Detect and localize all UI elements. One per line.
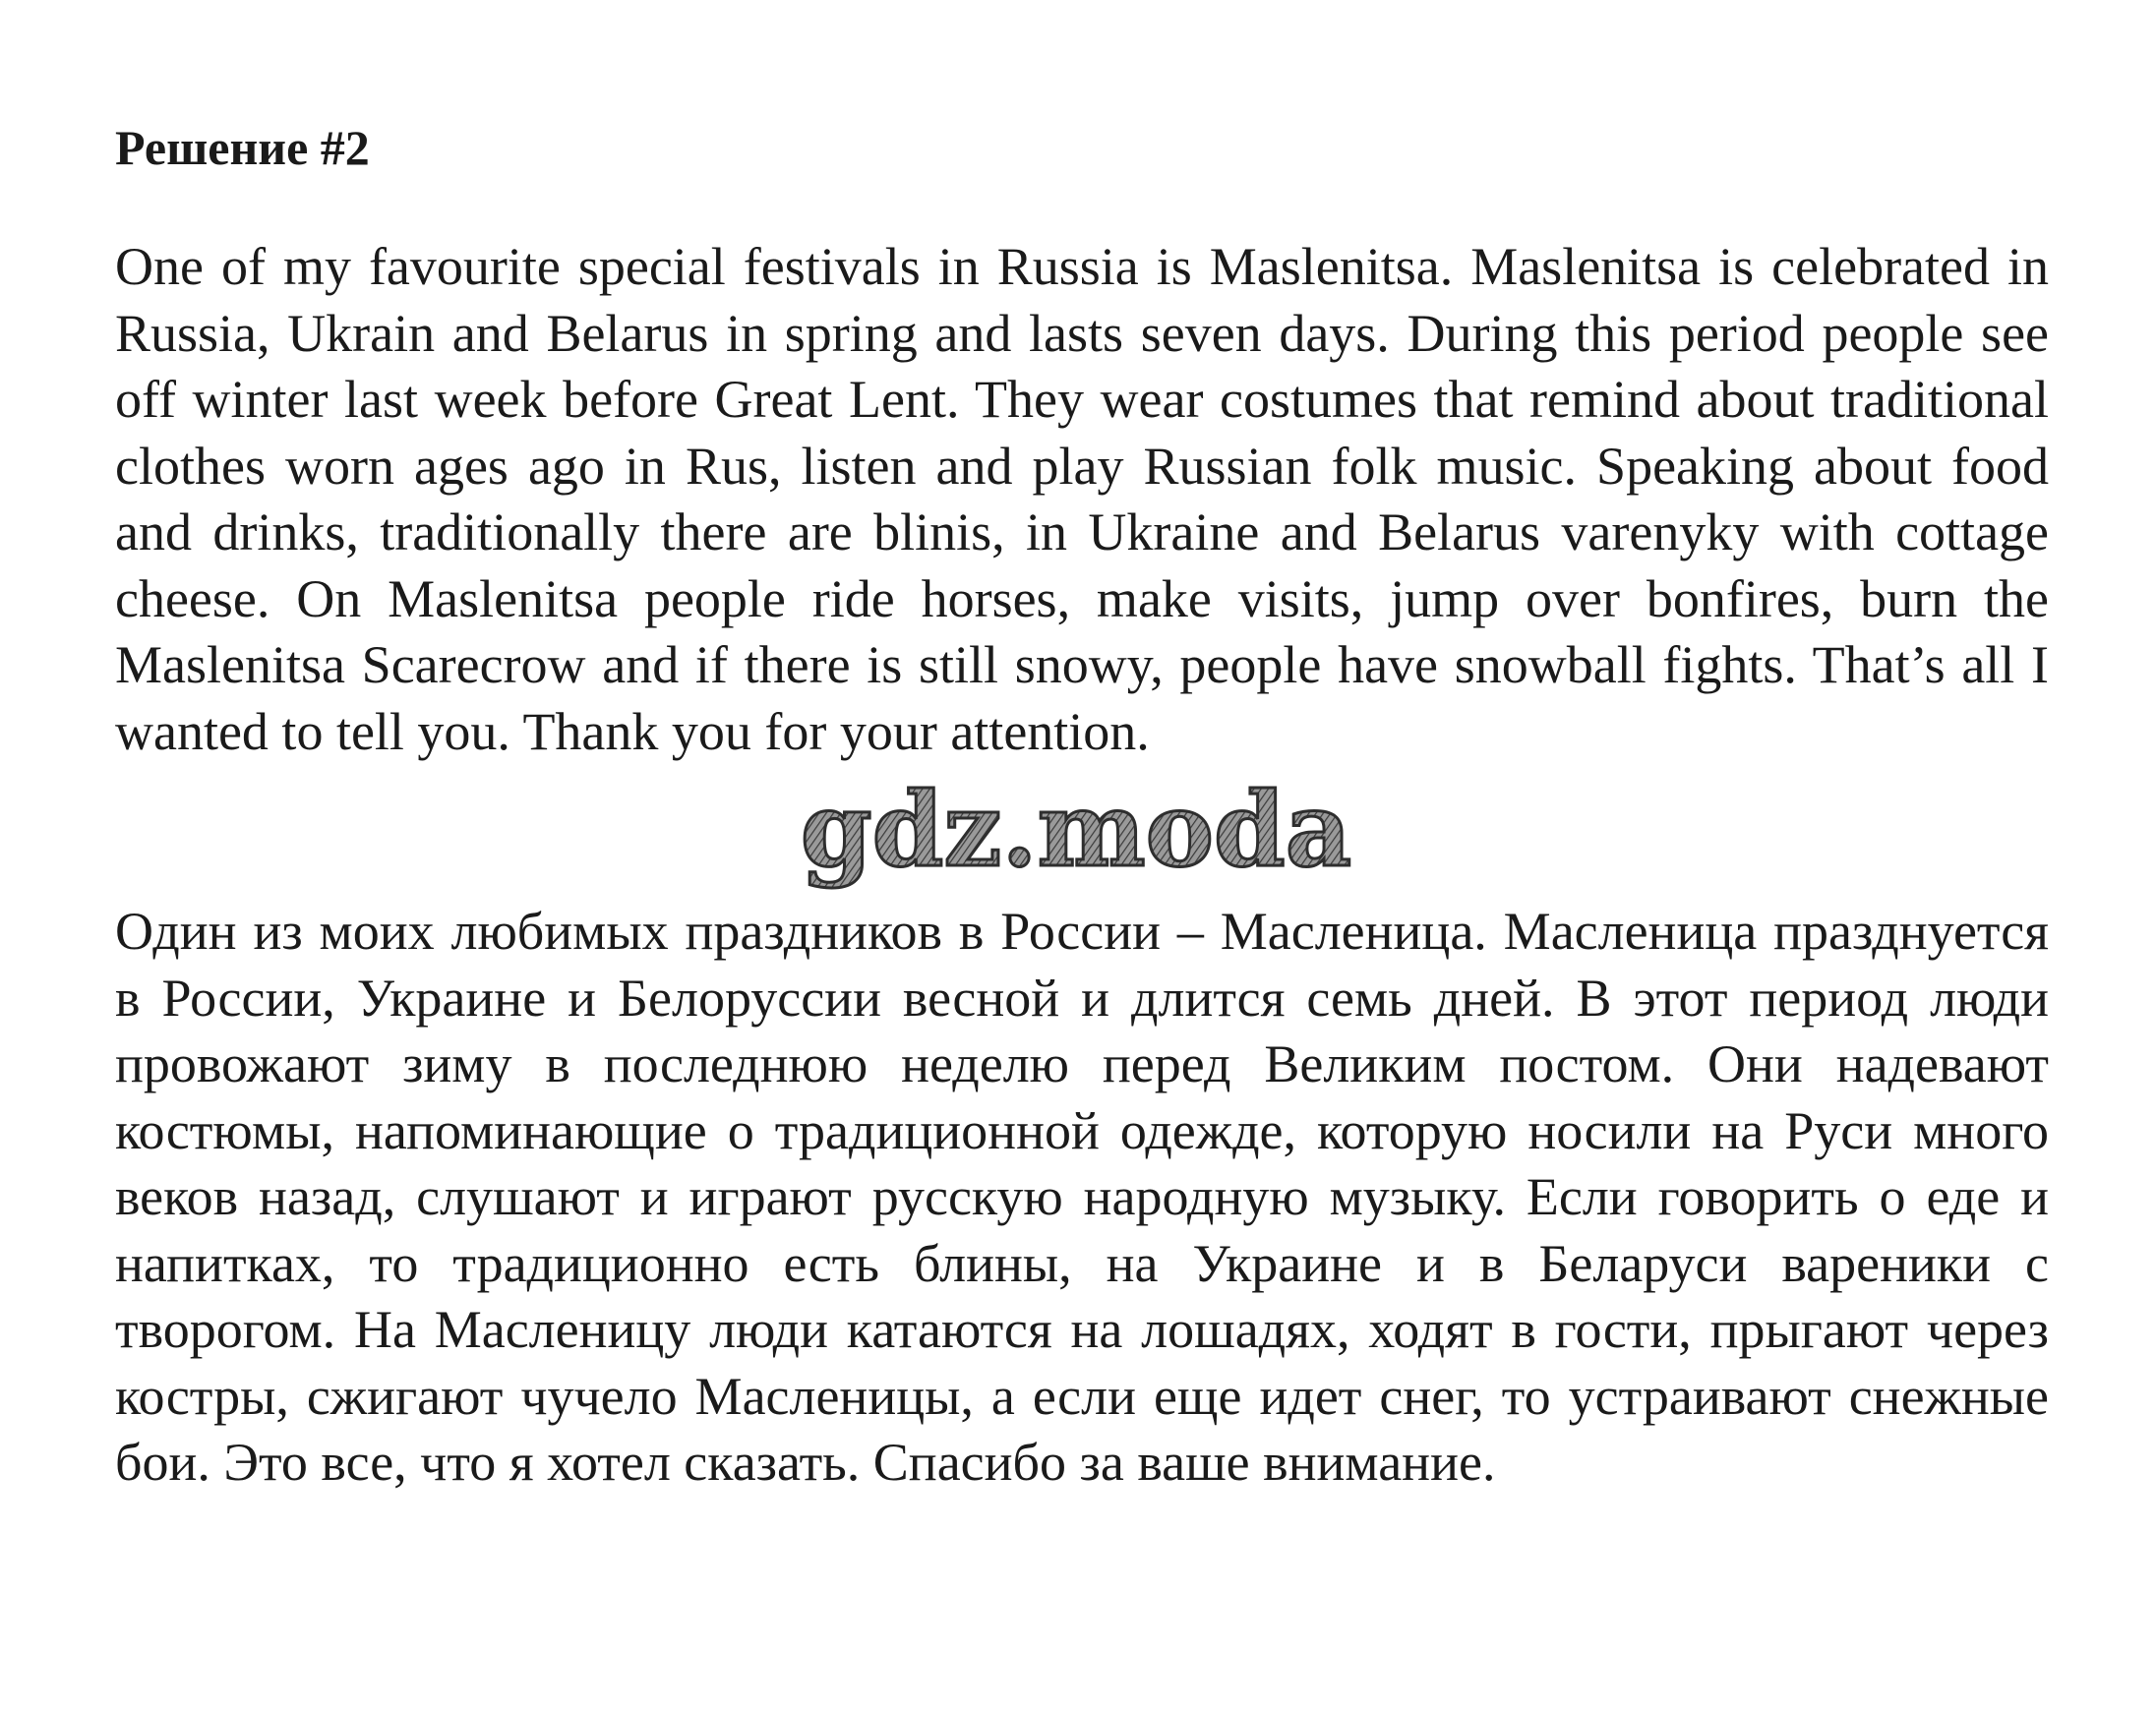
watermark-text: gdz.moda xyxy=(800,775,1352,890)
russian-paragraph: Один из моих любимых праздников в России – Масленица. Масленица празднуется в России, Украине и Белоруссии весной и длится семь дней. В этот период люди провожают зиму в последнюю неделю перед Великим постом. Они надевают костюмы, напоминающие о традиционной одежде, которую носили на Руси много веков назад, слушают и играют русскую народную музыку. Если говорить о еде и напитках, то традиционно есть блины, на Украине и в Беларуси вареники с творогом. На Масленицу люди катаются на лошадях, ходят в гости, прыгают через костры, сжигают чучело Масленицы, а если еще идет снег, то устраивают снежные бои. Это все, что я хотел сказать. Спасибо за ваше внимание. xyxy=(115,902,2049,1492)
watermark-logo xyxy=(773,775,1383,898)
english-paragraph: One of my favourite special festivals in Russia is Maslenitsa. Maslenitsa is celebrated in Russia, Ukrain and Belarus in spring and lasts seven days. During this period people see off winter last week before Great Lent. They wear costumes that remind about traditional clothes worn ages ago in Rus, listen and play Russian folk music. Speaking about food and drinks, traditionally there are blinis, in Ukraine and Belarus varenyky with cottage cheese. On Maslenitsa people ride horses, make visits, jump over bonfires, burn the Maslenitsa Scarecrow and if there is still snowy, people have snowball fights. That’s all I wanted to tell you. Thank you for your attention. xyxy=(115,237,2049,761)
solution-heading: Решение #2 xyxy=(115,120,370,175)
